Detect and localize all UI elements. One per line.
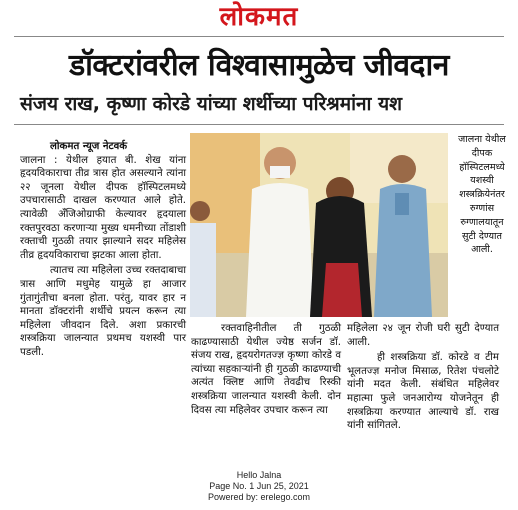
- masthead-logo: लोकमत: [219, 2, 299, 32]
- photo-caption: जालना येथील दीपक हॉस्पिटलमध्ये यशस्वी शस्त्रक्रियेनंतर रुग्णांस रुग्णालयातून सुटी देण्यात आली.: [458, 134, 506, 256]
- article-para-3: रक्तवाहिनीतील ती गुठळी काढण्यासाठी येथील ज्येष्ठ सर्जन डॉ. संजय राख, हृदयरोगतज्ज्ञ कृष्णा कोरडे व त्यांच्या सहकाऱ्यांनी ही गुठळी काढण्याची अत्यंत क्लिष्ट आणि तेवढीच रिस्की शस्त्रक्रिया जालन्यात यशस्वी केली. दोन दिवस त्या महिलेवर उपचार करून त्या: [191, 323, 341, 416]
- subheadline: संजय राख, कृष्णा कोरडे यांच्या शर्थीच्या परिश्रमांना यश: [20, 93, 403, 115]
- headline: डॉक्टरांवरील विश्वासामुळेच जीवदान: [69, 48, 449, 83]
- footer: [0, 470, 518, 503]
- article-column-2: [191, 322, 341, 417]
- article-column-1: [20, 140, 186, 360]
- byline: लोकमत न्यूज नेटवर्क: [50, 141, 128, 152]
- footer-edition: Hello Jalna: [236, 470, 282, 480]
- footer-page-date: Page No. 1 Jun 25, 2021: [209, 481, 309, 491]
- news-photo: [190, 133, 448, 317]
- article-para-5: ही शस्त्रक्रिया डॉ. कोरडे व टीम भूलतज्ज्ञ मनोज मिसाळ, रितेश पंचलोटे यांनी मदत केली. संबंधित महिलेवर महात्मा फुले जनआरोग्य योजनेतून ही शस्त्रक्रिया करण्यात आल्याचे डॉ. राख यांनी सांगितले.: [347, 352, 499, 432]
- photo-illustration: [190, 133, 448, 317]
- masthead-rule: [14, 36, 504, 37]
- article-column-3: [347, 322, 499, 433]
- article-para-1: जालना : येथील हयात बी. शेख यांना हृदयविकाराचा तीव्र त्रास होत असल्याने त्यांना २२ जूनला येथील दीपक हॉस्पिटलमध्ये उपचारासाठी दाखल करण्यात आले होते. त्यावेळी ॲंजिओग्राफी केल्यावर हृदयाला रक्तपुरवठा करणाऱ्या मुख्य धमनीच्या तोंडाशी रक्ताची गुठळी तयार झाल्याने सदर महिलेस तीव्र हृदयविकाराचा झटका आला होता.: [20, 154, 186, 261]
- article-para-4: महिलेला २४ जून रोजी घरी सुटी देण्यात आली.: [347, 323, 499, 348]
- footer-powered-by: Powered by: erelego.com: [207, 492, 311, 502]
- article-para-2: त्यातच त्या महिलेला उच्च रक्तदाबाचा त्रास आणि मधुमेह यामुळे हा आजार गुंतागुंतीचा बनला होता. परंतु, यावर हार न मानता डॉक्टरांनी शर्थीचे प्रयत्न करून त्या महिलेला जीवदान दिले. अशा प्रकारची शस्त्रक्रिया जालन्यात प्रथमच यशस्वी पार पडली.: [20, 265, 186, 358]
- subhead-rule: [14, 124, 504, 125]
